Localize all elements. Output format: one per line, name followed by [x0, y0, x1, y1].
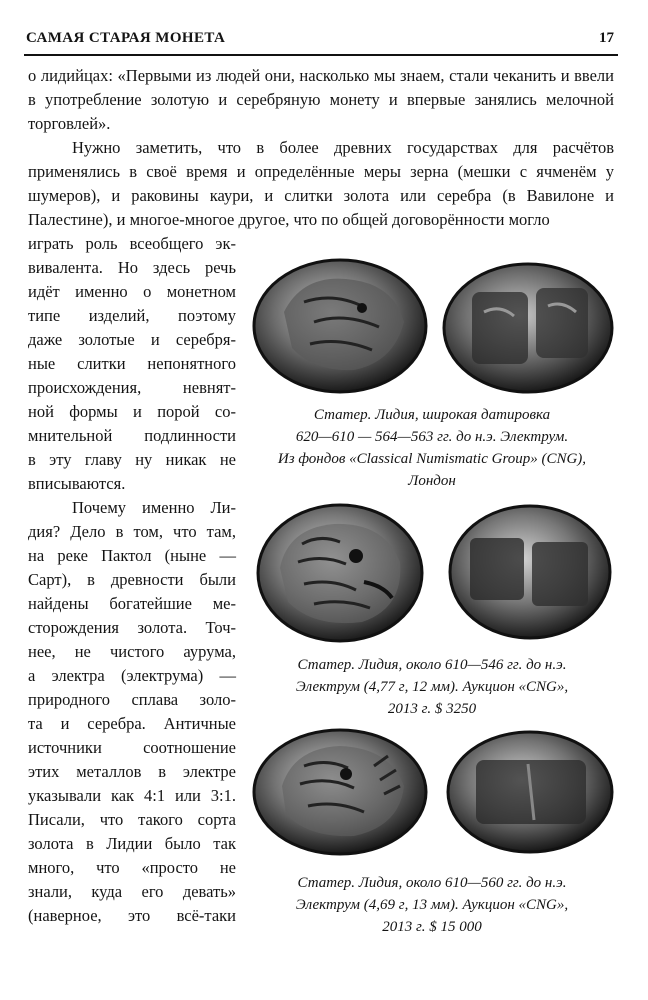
text-line: природного сплава золо-	[28, 690, 236, 709]
text-line: (наверное, это всё-таки	[28, 906, 236, 925]
text-line: указывали как 4:1 или 3:1.	[28, 786, 236, 805]
caption-line: Электрум (4,69 г, 13 мм). Аукцион «CNG»,	[295, 897, 569, 913]
paragraph-ancient-states: Нужно заметить, что в более древних государствах для расчётов применялись в своё время и определённые меры зерна (мешки с ячменём у шумеров), и раковины каури, и слитки золота или серебра (в Вавилоне и Палестине), и многое-многое другое, что по общей договорённости могло	[28, 138, 614, 229]
text-line: найдены богатейшие ме-	[28, 594, 236, 613]
coin-photo-1	[244, 252, 620, 400]
text-line: а электра (электрума) —	[28, 666, 236, 685]
text-line: Сарт), в древности были	[28, 570, 236, 589]
chapter-title: САМАЯ СТАРАЯ МОНЕТА	[26, 30, 226, 46]
text-line: типе изделий, поэтому	[28, 306, 236, 325]
text-line: вивалента. Но здесь речь	[28, 258, 236, 277]
text-line: мнительной подлинности	[28, 426, 236, 445]
caption-line: Статер. Лидия, около 610—546 гг. до н.э.	[297, 657, 567, 673]
text-line: золота в Лидии было так	[28, 834, 236, 853]
text-line: вписываются.	[28, 474, 126, 493]
text-line: ные слитки непонятного	[28, 354, 236, 373]
text-line: дия? Дело в том, что там,	[28, 522, 236, 541]
coin-caption-1	[244, 404, 620, 492]
coin-photo-3	[244, 722, 620, 862]
text-line: ной формы и порой со-	[28, 402, 236, 421]
stater-coin-image	[244, 722, 620, 862]
caption-line: 2013 г. $ 3250	[387, 701, 477, 717]
text-line: нее, не чистого аурума,	[28, 642, 236, 661]
narrow-text-column	[28, 232, 236, 928]
caption-line: 620—610 — 564—563 гг. до н.э. Электрум.	[295, 429, 569, 445]
coin-caption-3	[244, 872, 620, 938]
caption-line: Статер. Лидия, около 610—560 гг. до н.э.	[297, 875, 567, 891]
text-line: много, что «просто не	[28, 858, 236, 877]
text-line: даже золотые и серебря-	[28, 330, 236, 349]
running-header	[24, 26, 618, 56]
caption-line: Лондон	[408, 473, 456, 489]
text-line: знали, куда его девать»	[28, 882, 236, 901]
text-line: происхождения, невнят-	[28, 378, 236, 397]
text-line: в эту главу ну никак не	[28, 450, 236, 469]
text-line: этих металлов в электре	[28, 762, 236, 781]
paragraph-lydians-quote: о лидийцах: «Первыми из людей они, насколько мы знаем, стали чеканить и ввели в употребление золотую и серебряную монету и впервые занялись мелочной торговлей».	[28, 66, 614, 133]
caption-line: Электрум (4,77 г, 12 мм). Аукцион «CNG»,	[295, 679, 569, 695]
text-line: на реке Пактол (ныне —	[28, 546, 236, 565]
caption-line: 2013 г. $ 15 000	[382, 919, 482, 935]
text-line: сторождения золота. Точ-	[28, 618, 236, 637]
stater-coin-image	[244, 252, 620, 400]
text-line: Писали, что такого сорта	[28, 810, 236, 829]
caption-line: Статер. Лидия, широкая датировка	[313, 407, 551, 423]
caption-line: Из фондов «Classical Numismatic Group» (CNG),	[277, 451, 587, 467]
stater-coin-image	[244, 498, 620, 648]
text-line: Почему именно Ли-	[72, 498, 236, 517]
page-number: 17	[599, 30, 614, 46]
coin-caption-2	[244, 654, 620, 720]
text-line: играть роль всеобщего эк-	[28, 234, 236, 253]
coin-photo-2	[244, 498, 620, 648]
text-line: та и серебра. Античные	[28, 714, 236, 733]
text-line: источники соотношение	[28, 738, 236, 757]
text-line: идёт именно о монетном	[28, 282, 236, 301]
